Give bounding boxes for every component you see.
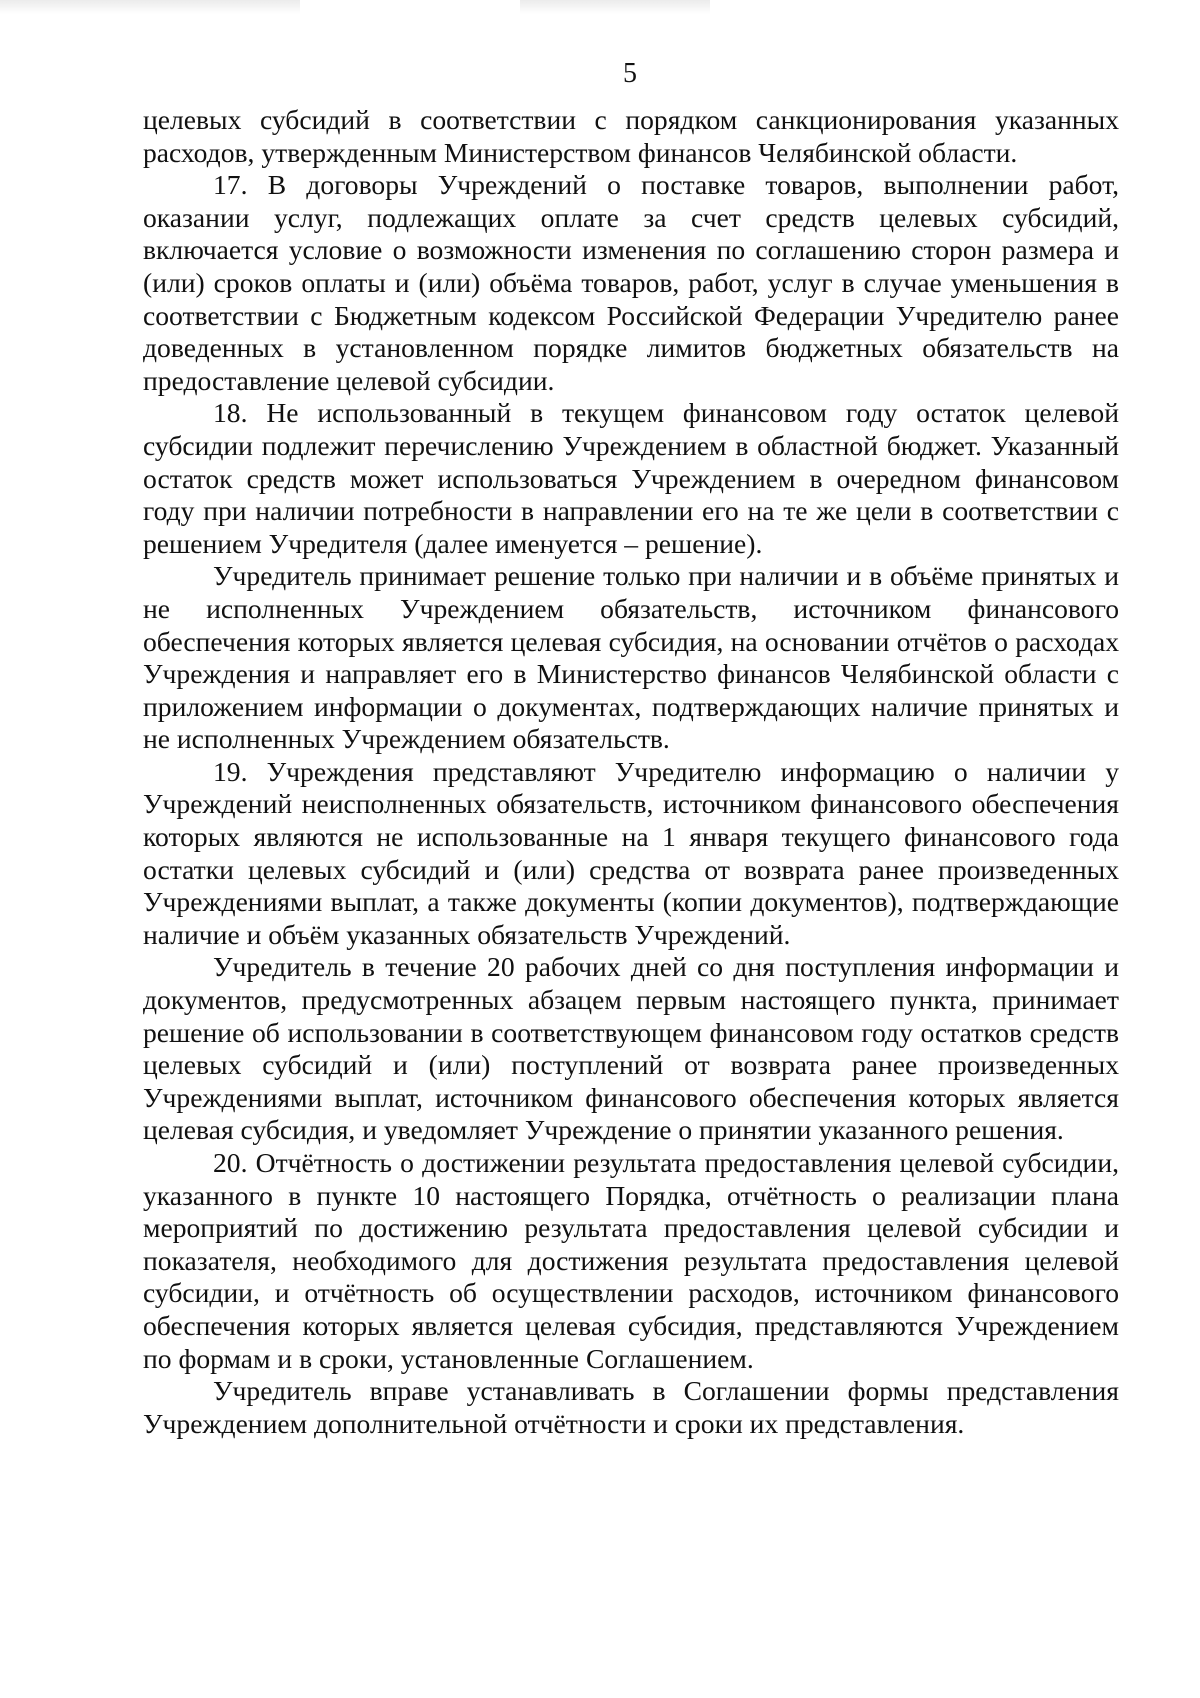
- paragraph-item-20-additional: Учредитель вправе устанавливать в Соглашении формы представления Учреждением дополнительной отчётности и сроки их представления.: [143, 1375, 1119, 1439]
- paragraph-item-20: 20. Отчётность о достижении результата предоставления целевой субсидии, указанного в пункте 10 настоящего Порядка, отчётность о реализации плана мероприятий по достижению результата предоставления целевой субсидии и показателя, необходимого для достижения результата предоставления целевой субсидии, и отчётность об осуществлении расходов, источником финансового обеспечения которых является целевая субсидия, представляются Учреждением по формам и в сроки, установленные Соглашением.: [143, 1147, 1119, 1374]
- paragraph-item-18: 18. Не использованный в текущем финансовом году остаток целевой субсидии подлежит перечислению Учреждением в областной бюджет. Указанный остаток средств может использоваться Учреждением в очередном финансовом году при наличии потребности в направлении его на те же цели в соответствии с решением Учредителя (далее именуется – решение).: [143, 397, 1119, 559]
- paragraph-item-17: 17. В договоры Учреждений о поставке товаров, выполнении работ, оказании услуг, подлежащих оплате за счет средств целевых субсидий, включается условие о возможности изменения по соглашению сторон размера и (или) сроков оплаты и (или) объёма товаров, работ, услуг в случае уменьшения в соответствии с Бюджетным кодексом Российской Федерации Учредителю ранее доведенных в установленном порядке лимитов бюджетных обязательств на предоставление целевой субсидии.: [143, 169, 1119, 396]
- paragraph-item-19: 19. Учреждения представляют Учредителю информацию о наличии у Учреждений неисполненных обязательств, источником финансового обеспечения которых являются не использованные на 1 января текущего финансового года остатки целевых субсидий и (или) средства от возврата ранее произведенных Учреждениями выплат, а также документы (копии документов), подтверждающие наличие и объём указанных обязательств Учреждений.: [143, 755, 1119, 950]
- scan-artifact: [0, 0, 300, 14]
- paragraph-item-18-decision: Учредитель принимает решение только при наличии и в объёме принятых и не исполненных Учреждением обязательств, источником финансового обеспечения которых является целевая субсидия, на основании отчётов о расходах Учреждения и направляет его в Министерство финансов Челябинской области с приложением информации о документах, подтверждающих наличие принятых и не исполненных Учреждением обязательств.: [143, 560, 1119, 755]
- page-number: 5: [623, 58, 637, 89]
- document-body: [143, 104, 1119, 1440]
- paragraph-continuation: целевых субсидий в соответствии с порядком санкционирования указанных расходов, утвержденным Министерством финансов Челябинской области.: [143, 104, 1119, 168]
- scan-artifact: [520, 0, 710, 14]
- paragraph-item-19-decision: Учредитель в течение 20 рабочих дней со дня поступления информации и документов, предусмотренных абзацем первым настоящего пункта, принимает решение об использовании в соответствующем финансовом году остатков средств целевых субсидий и (или) поступлений от возврата ранее произведенных Учреждениями выплат, источником финансового обеспечения которых является целевая субсидия, и уведомляет Учреждение о принятии указанного решения.: [143, 951, 1119, 1146]
